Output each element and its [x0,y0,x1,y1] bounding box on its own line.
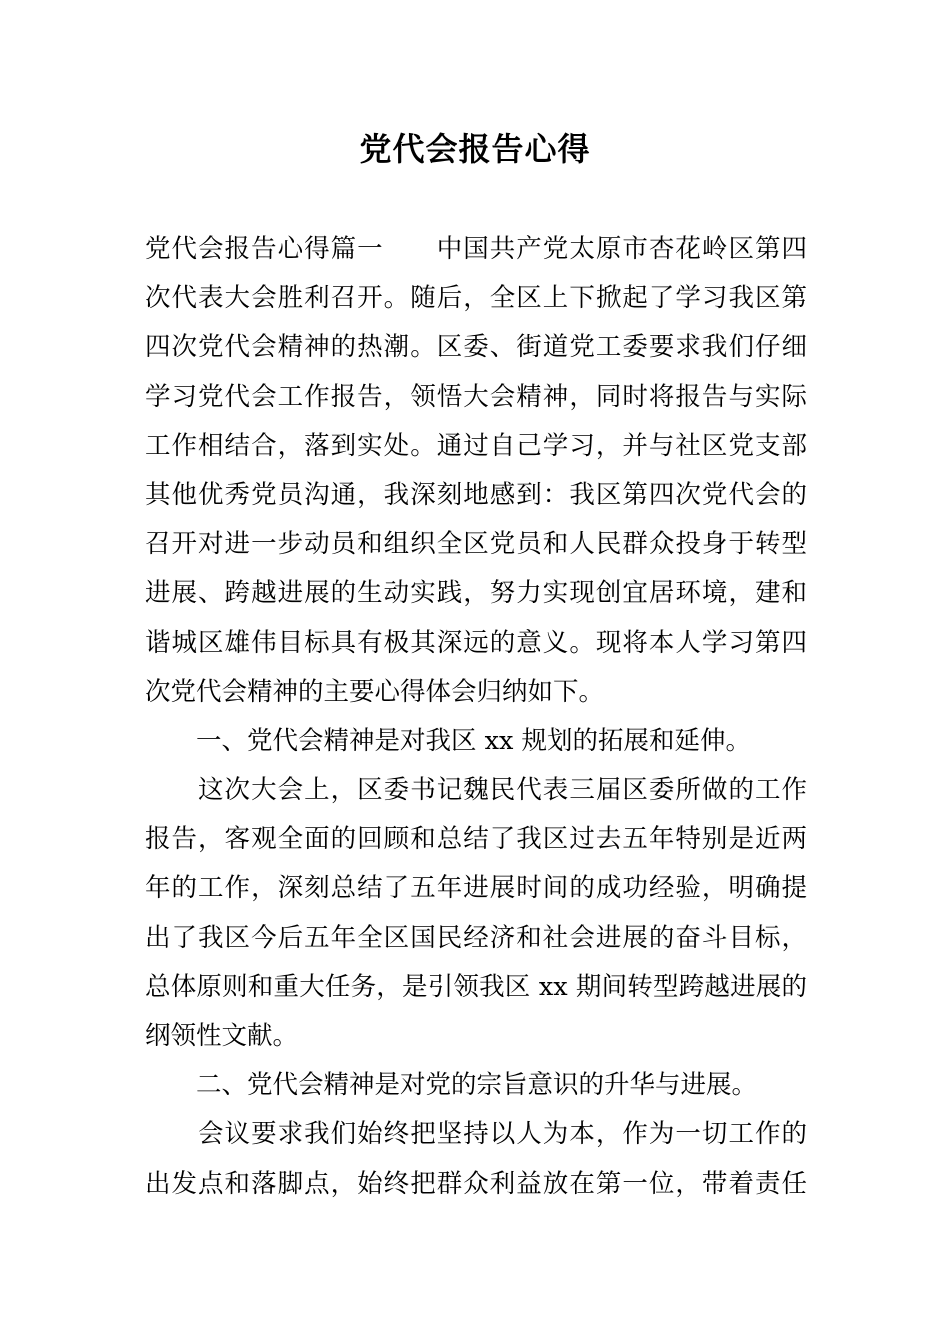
text-line: 二、党代会精神是对党的宗旨意识的升华与进展。 [145,1070,758,1101]
text-line: 纲领性文献。 [145,1021,299,1051]
text-line: 这次大会上，区委书记魏民代表三届区委所做的工作 [145,775,807,806]
text-line: 总体原则和重大任务，是引领我区 xx 期间转型跨越进展的 [145,971,807,1002]
text-line: 次代表大会胜利召开。随后，全区上下掀起了学习我区第 [145,283,807,314]
text-line: 谐城区雄伟目标具有极其深远的意义。现将本人学习第四 [145,627,807,658]
text-line: 四次党代会精神的热潮。区委、街道党工委要求我们仔细 [145,332,807,363]
text-line: 年的工作，深刻总结了五年进展时间的成功经验，明确提 [145,873,807,904]
text-line: 一、党代会精神是对我区 xx 规划的拓展和延伸。 [145,725,751,756]
text-line: 会议要求我们始终把坚持以人为本，作为一切工作的 [145,1119,807,1150]
document-title: 党代会报告心得 [359,130,591,168]
text-line: 召开对进一步动员和组织全区党员和人民群众投身于转型 [145,529,807,560]
document-body [145,225,807,1209]
text-line: 出了我区今后五年全区国民经济和社会进展的奋斗目标， [145,922,807,953]
text-line: 党代会报告心得篇一 中国共产党太原市杏花岭区第四 [145,234,807,264]
text-line: 出发点和落脚点，始终把群众利益放在第一位，带着责任 [145,1168,807,1199]
text-line: 次党代会精神的主要心得体会归纳如下。 [145,676,605,707]
text-line: 报告，客观全面的回顾和总结了我区过去五年特别是近两 [145,824,807,855]
text-line: 进展、跨越进展的生动实践，努力实现创宜居环境，建和 [145,578,807,609]
text-line: 工作相结合，落到实处。通过自己学习，并与社区党支部 [145,430,807,461]
text-line: 学习党代会工作报告，领悟大会精神，同时将报告与实际 [145,381,807,412]
text-line: 其他优秀党员沟通，我深刻地感到：我区第四次党代会的 [145,479,807,510]
